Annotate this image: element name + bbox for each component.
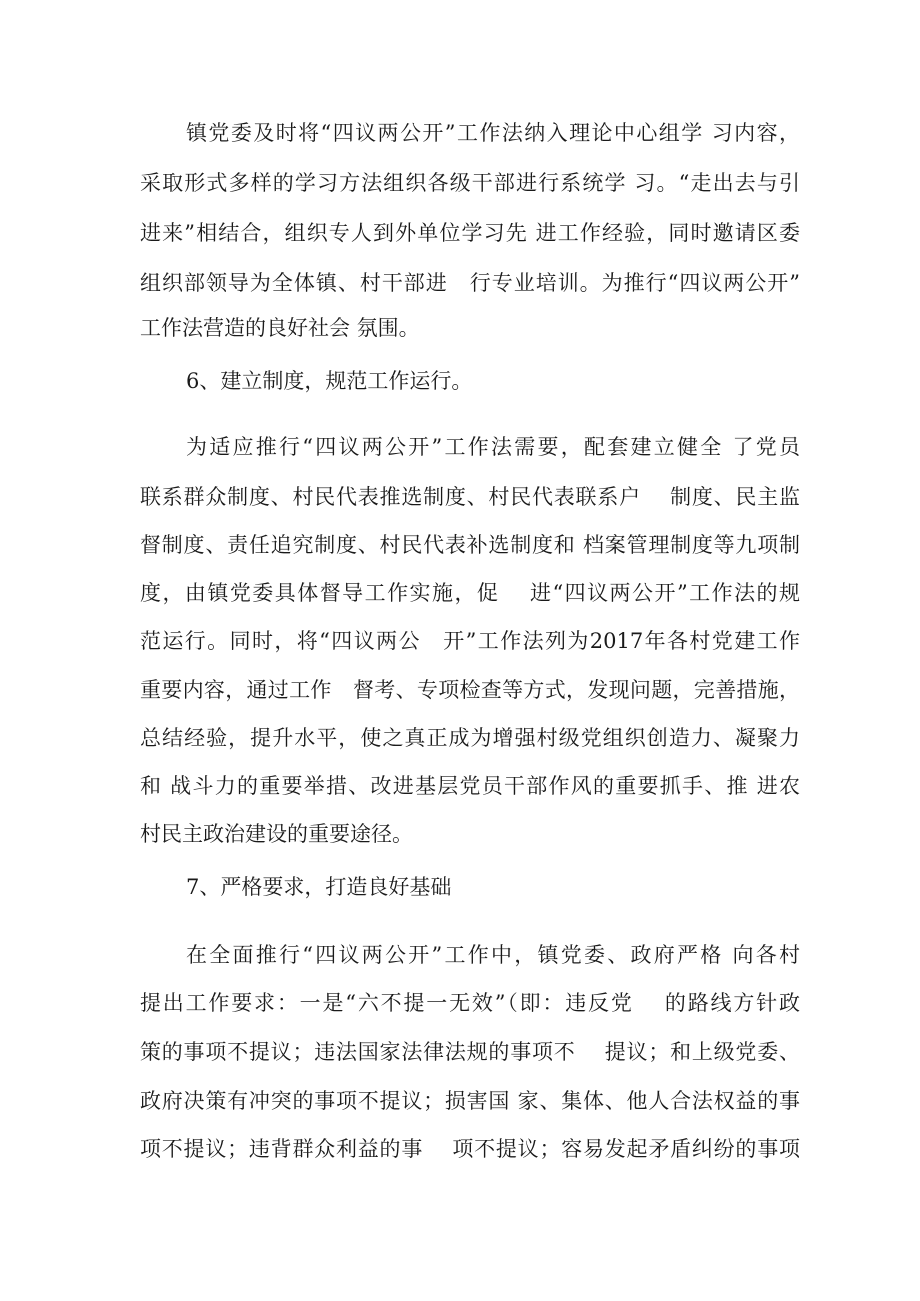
paragraph-line: 组织部领导为全体镇、村干部进 行专业培训。为推行“四议两公开”	[140, 271, 800, 295]
paragraph-line: 重要内容，通过工作 督考、专项检查等方式，发现问题，完善措施，	[140, 678, 800, 702]
paragraph-line: 在全面推行“四议两公开”工作中，镇党委、政府严格 向各村	[186, 943, 800, 967]
paragraph-line: 项不提议；违背群众利益的事 项不提议；容易发起矛盾纠纷的事项	[140, 1137, 800, 1161]
paragraph-line: 度，由镇党委具体督导工作实施，促 进“四议两公开”工作法的规	[140, 581, 800, 605]
paragraph-line: 进来”相结合，组织专人到外单位学习先 进工作经验，同时邀请区委	[140, 221, 800, 245]
paragraph-line: 和 战斗力的重要举措、改进基层党员干部作风的重要抓手、推 进农	[140, 774, 800, 798]
paragraph-line: 村民主政治建设的重要途径。	[140, 822, 413, 846]
paragraph-line: 督制度、责任追究制度、村民代表补选制度和 档案管理制度等九项制	[140, 533, 800, 557]
paragraph-line: 工作法营造的良好社会 氛围。	[140, 316, 420, 340]
section-heading-7: 7、严格要求，打造良好基础	[186, 875, 452, 899]
paragraph-line: 镇党委及时将“四议两公开”工作法纳入理论中心组学 习内容，	[186, 121, 800, 145]
section-heading-6: 6、建立制度，规范工作运行。	[186, 369, 473, 393]
paragraph-line: 范运行。同时，将“四议两公 开”工作法列为2017年各村党建工作	[140, 629, 800, 653]
paragraph-line: 策的事项不提议；违法国家法律法规的事项不 提议；和上级党委、	[140, 1040, 800, 1064]
paragraph-line: 联系群众制度、村民代表推选制度、村民代表联系户 制度、民主监	[140, 485, 800, 509]
paragraph-line: 采取形式多样的学习方法组织各级干部进行系统学 习。“走出去与引	[140, 171, 800, 195]
paragraph-line: 提出工作要求：一是“六不提一无效”（即：违反党 的路线方针政	[140, 991, 800, 1015]
paragraph-line: 总结经验，提升水平，使之真正成为增强村级党组织创造力、凝聚力	[140, 726, 800, 750]
paragraph-line: 政府决策有冲突的事项不提议；损害国 家、集体、他人合法权益的事	[140, 1089, 800, 1113]
paragraph-line: 为适应推行“四议两公开”工作法需要，配套建立健全 了党员	[186, 435, 800, 459]
